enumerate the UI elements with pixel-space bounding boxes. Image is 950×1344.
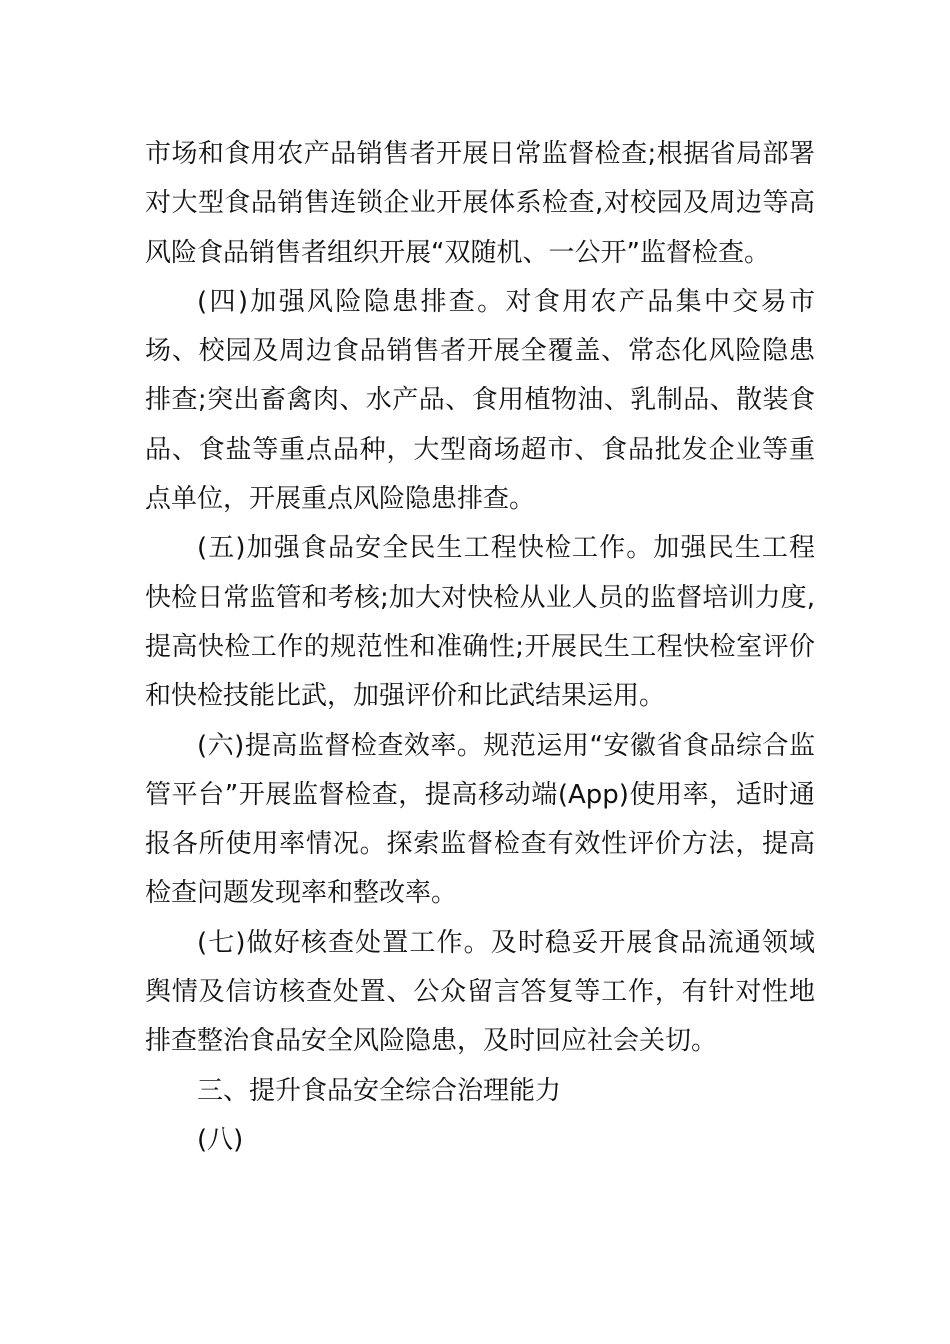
- paragraph-item-8: (八): [197, 1124, 244, 1155]
- paragraph-item-5: (五)加强食品安全民生工程快检工作。加强民生工程快检日常监管和考核;加大对快检从业人员的监督培训力度,提高快检工作的规范性和准确性;开展民生工程快检室评价和快检技能比武，加强评价和比武结果运用。: [145, 533, 815, 712]
- document-body: [145, 130, 815, 1165]
- paragraph-item-6: (六)提高监督检查效率。规范运用“安徽省食品综合监管平台”开展监督检查，提高移动端(App)使用率，适时通报各所使用率情况。探索监督检查有效性评价方法，提高检查问题发现率和整改率。: [145, 730, 815, 909]
- paragraph-continuation: 市场和食用农产品销售者开展日常监督检查;根据省局部署对大型食品销售连锁企业开展体系检查,对校园及周边等高风险食品销售者组织开展“双随机、一公开”监督检查。: [145, 139, 815, 268]
- paragraph-item-7: (七)做好核查处置工作。及时稳妥开展食品流通领域舆情及信访核查处置、公众留言答复等工作，有针对性地排查整治食品安全风险隐患，及时回应社会关切。: [145, 927, 815, 1057]
- section-heading-3: 三、提升食品安全综合治理能力: [197, 1075, 562, 1106]
- paragraph-item-4: (四)加强风险隐患排查。对食用农产品集中交易市场、校园及周边食品销售者开展全覆盖、常态化风险隐患排查;突出畜禽肉、水产品、食用植物油、乳制品、散装食品、食盐等重点品种，大型商场超市、食品批发企业等重点单位，开展重点风险隐患排查。: [145, 286, 815, 515]
